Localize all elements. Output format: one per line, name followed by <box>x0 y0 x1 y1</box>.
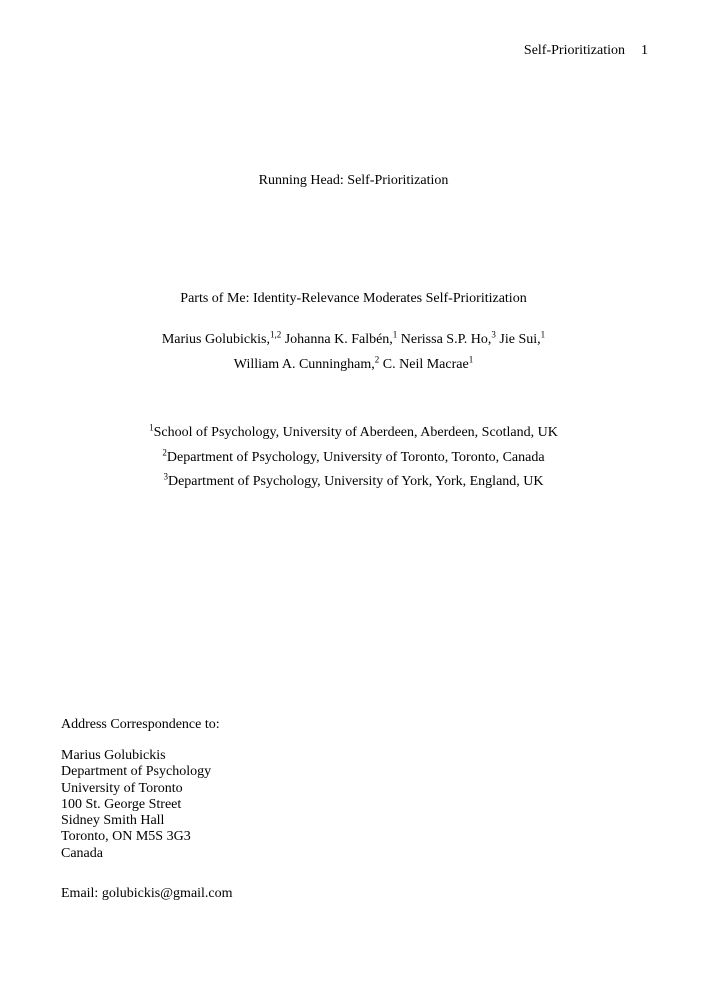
address-line: Sidney Smith Hall <box>61 813 165 829</box>
correspondence-heading: Address Correspondence to: <box>61 717 220 732</box>
address-line: Toronto, ON M5S 3G3 <box>61 829 191 845</box>
address-line: Department of Psychology <box>61 764 212 780</box>
paper-title: Parts of Me: Identity-Relevance Moderates Self-Prioritization <box>180 291 527 306</box>
page-number: 1 <box>641 43 648 58</box>
affiliation-line-1: $^1$School of Psychology, University of Aberdeen, Aberdeen, Scotland, UK <box>149 422 558 440</box>
correspondence-address <box>61 748 211 862</box>
author-line-1: Marius Golubickis,$^{1,2}$ Johanna K. Falbén,$^1$ Nerissa S.P. Ho,$^3$ Jie Sui,$^1$ <box>161 329 546 347</box>
author-byline <box>0 327 707 377</box>
affiliations <box>0 421 707 495</box>
correspondence-email: Email: golubickis@gmail.com <box>61 886 233 901</box>
page-header <box>0 43 648 59</box>
address-line: Marius Golubickis <box>61 748 166 763</box>
header-running-title: Self-Prioritization <box>523 43 625 58</box>
address-line: University of Toronto <box>61 780 183 796</box>
affiliation-line-3: $^3$Department of Psychology, University of York, York, England, UK <box>163 471 544 489</box>
address-line: 100 St. George Street <box>61 796 182 812</box>
author-line-2: William A. Cunningham,$^2$ C. Neil Macrae$^1$ <box>233 354 474 372</box>
address-line: Canada <box>61 845 103 861</box>
running-head: Running Head: Self-Prioritization <box>258 173 449 188</box>
affiliation-line-2: $^2$Department of Psychology, University of Toronto, Toronto, Canada <box>162 446 545 465</box>
